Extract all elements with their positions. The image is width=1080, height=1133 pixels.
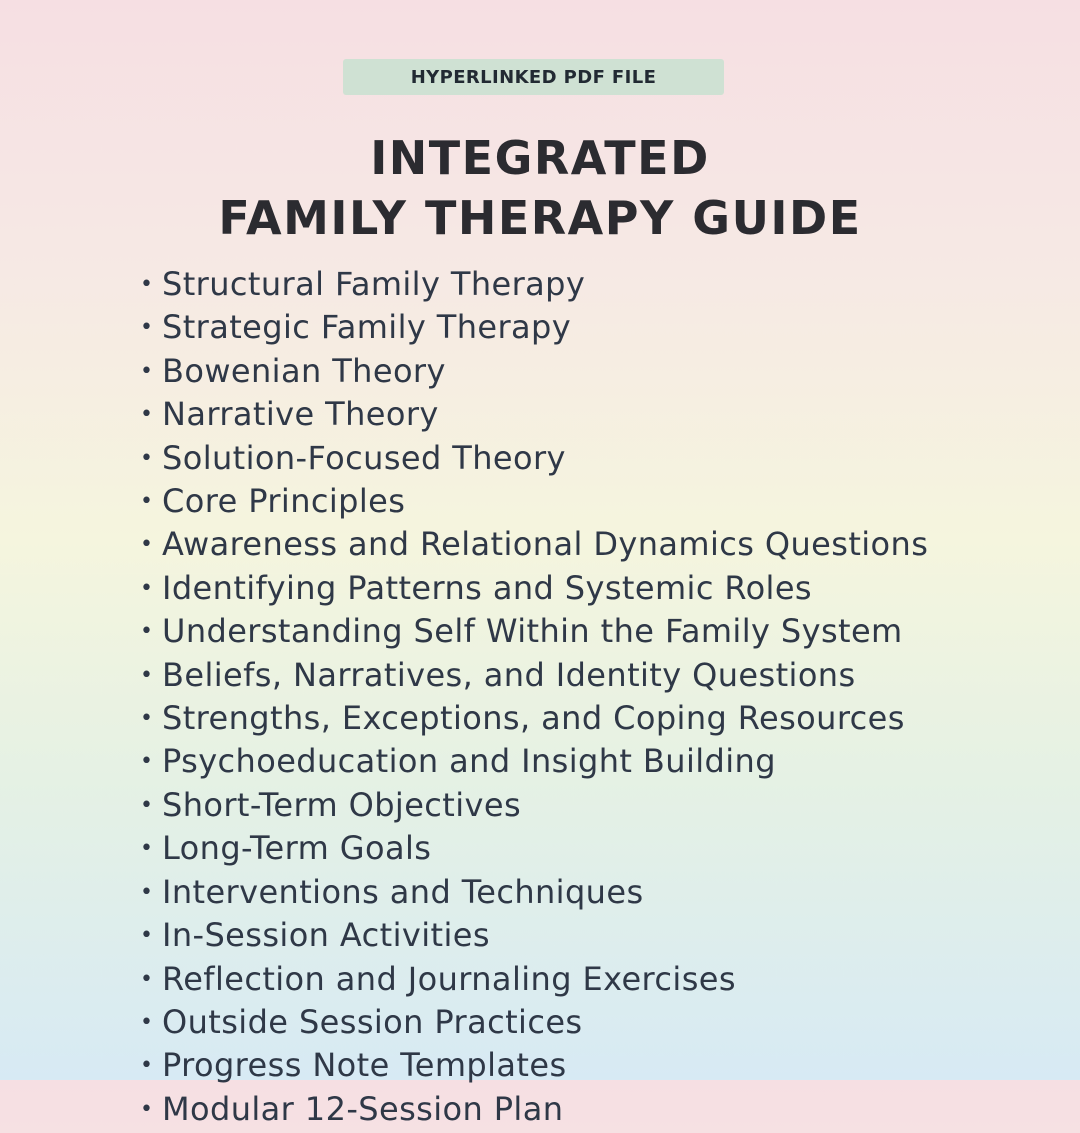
bullet-icon: • — [140, 489, 154, 515]
list-item-label: Psychoeducation and Insight Building — [162, 742, 776, 781]
list-item-label: Awareness and Relational Dynamics Questions — [162, 525, 929, 564]
list-item-label: Structural Family Therapy — [162, 265, 586, 303]
list-item-label: Outside Session Practices — [162, 1002, 583, 1041]
list-item-label: Interventions and Techniques — [162, 872, 644, 911]
bullet-icon: • — [140, 749, 154, 775]
bullet-icon: • — [140, 879, 154, 905]
bullet-icon: • — [140, 532, 154, 558]
list-item-label: Reflection and Journaling Exercises — [162, 959, 736, 998]
list-item — [140, 439, 928, 482]
list-item — [140, 352, 928, 395]
list-item — [140, 742, 928, 785]
bullet-icon: • — [140, 358, 154, 384]
bullet-icon: • — [140, 1009, 154, 1035]
list-item — [140, 916, 928, 959]
list-item-label: Modular 12-Session Plan — [162, 1089, 564, 1128]
bullet-icon: • — [140, 619, 154, 645]
list-item — [140, 525, 928, 568]
list-item — [140, 1090, 928, 1133]
bullet-icon: • — [140, 1096, 154, 1122]
title-line-2: FAMILY THERAPY GUIDE — [218, 191, 862, 245]
bullet-icon: • — [140, 315, 154, 341]
list-item-label: Beliefs, Narratives, and Identity Questions — [162, 655, 856, 694]
bullet-icon: • — [140, 706, 154, 732]
list-item-label: Strategic Family Therapy — [162, 308, 572, 347]
list-item — [140, 1046, 928, 1089]
list-item — [140, 829, 928, 872]
list-item-label: Core Principles — [162, 482, 406, 521]
list-item-label: Understanding Self Within the Family System — [162, 612, 903, 651]
list-item — [140, 395, 928, 438]
list-item — [140, 265, 928, 308]
list-item — [140, 699, 928, 742]
list-item — [140, 873, 928, 916]
bullet-icon: • — [140, 402, 154, 428]
list-item-label: Long-Term Goals — [162, 829, 432, 868]
page-title — [0, 128, 1080, 248]
list-item — [140, 1003, 928, 1046]
title-line-1: INTEGRATED — [370, 131, 710, 185]
contents-list — [140, 265, 928, 1133]
list-item-label: Identifying Patterns and Systemic Roles — [162, 568, 813, 607]
list-item — [140, 569, 928, 612]
list-item — [140, 482, 928, 525]
bullet-icon: • — [140, 445, 154, 471]
list-item-label: Strengths, Exceptions, and Coping Resources — [162, 699, 905, 738]
list-item-label: Short-Term Objectives — [162, 785, 522, 824]
bullet-icon: • — [140, 966, 154, 992]
list-item — [140, 308, 928, 351]
bullet-icon: • — [140, 792, 154, 818]
bullet-icon: • — [140, 575, 154, 601]
list-item — [140, 960, 928, 1003]
list-item-label: In-Session Activities — [162, 916, 490, 955]
bullet-icon: • — [140, 662, 154, 688]
list-item-label: Bowenian Theory — [162, 351, 446, 390]
hyperlinked-pdf-badge: HYPERLINKED PDF FILE — [343, 59, 724, 95]
list-item — [140, 786, 928, 829]
list-item — [140, 612, 928, 655]
list-item-label: Solution-Focused Theory — [162, 438, 566, 477]
bullet-icon: • — [140, 1053, 154, 1079]
bullet-icon: • — [140, 923, 154, 949]
list-item — [140, 656, 928, 699]
bullet-icon: • — [140, 272, 154, 297]
list-item-label: Narrative Theory — [162, 395, 439, 434]
bullet-icon: • — [140, 836, 154, 862]
list-item-label: Progress Note Templates — [162, 1046, 567, 1085]
